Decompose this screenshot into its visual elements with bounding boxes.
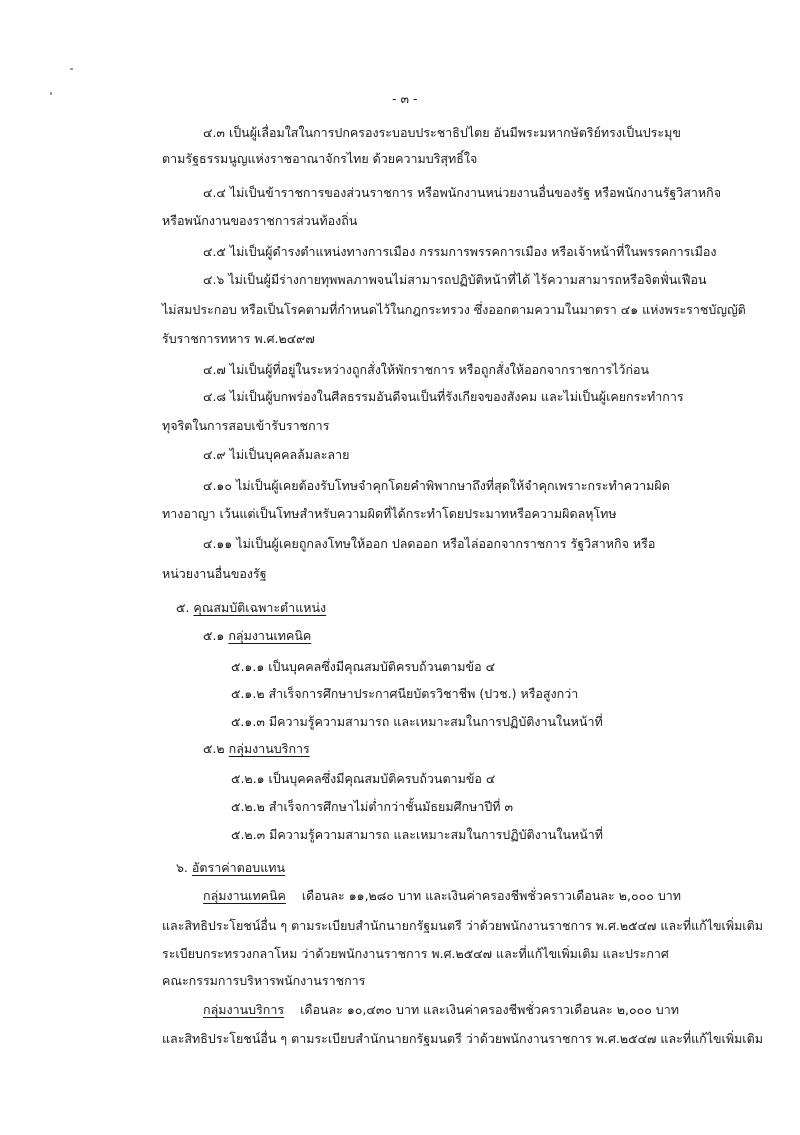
item-4-4-line-1: ๔.๔ ไม่เป็นข้าราชการของส่วนราชการ หรือพนักงานหน่วยงานอื่นของรัฐ หรือพนักงานรัฐวิสาหกิจ	[203, 185, 722, 200]
item-4-9: ๔.๙ ไม่เป็นบุคคลล้มละลาย	[203, 447, 350, 462]
page-number: - ๓ -	[392, 91, 418, 106]
group-5-2-title: กลุ่มงานบริการ	[228, 741, 310, 756]
item-4-3-line-2: ตามรัฐธรรมนูญแห่งราชอาณาจักรไทย ด้วยความบริสุทธิ์ใจ	[162, 151, 478, 166]
group-5-2-number: ๕.๒	[203, 741, 225, 756]
tech-pay-line-4: คณะกรรมการบริหารพนักงานราชการ	[162, 973, 366, 988]
item-4-3-line-1: ๔.๓ เป็นผู้เลื่อมใสในการปกครองระบอบประชาธิปไตย อันมีพระมหากษัตริย์ทรงเป็นประมุข	[203, 125, 681, 140]
item-4-11-line-1: ๔.๑๑ ไม่เป็นผู้เคยถูกลงโทษให้ออก ปลดออก หรือไล่ออกจากราชการ รัฐวิสาหกิจ หรือ	[203, 536, 656, 551]
item-4-5: ๔.๕ ไม่เป็นผู้ดำรงตำแหน่งทางการเมือง กรรมการพรรคการเมือง หรือเจ้าหน้าที่ในพรรคการเมือง	[203, 244, 717, 259]
tech-pay-line-2: และสิทธิประโยชน์อื่น ๆ ตามระเบียบสำนักนายกรัฐมนตรี ว่าด้วยพนักงานราชการ พ.ศ.๒๕๔๗ และที่แก้ไขเพิ่มเติม	[162, 918, 763, 933]
section-6-title: อัตราค่าตอบแทน	[191, 860, 286, 875]
item-4-7: ๔.๗ ไม่เป็นผู้ที่อยู่ในระหว่างถูกสั่งให้พักราชการ หรือถูกสั่งให้ออกจากราชการไว้ก่อน	[203, 362, 650, 377]
item-4-8-line-1: ๔.๘ ไม่เป็นผู้บกพร่องในศีลธรรมอันดีจนเป็นที่รังเกียจของสังคม และไม่เป็นผู้เคยกระทำการ	[203, 389, 684, 404]
scan-speck	[50, 92, 52, 95]
section-5-number: ๕.	[176, 600, 190, 615]
service-pay-text: เดือนละ ๑๐,๔๓๐ บาท และเงินค่าครองชีพชั่วคราวเดือนละ ๒,๐๐๐ บาท	[300, 1002, 679, 1017]
section-6-heading	[176, 859, 285, 877]
item-4-4-line-2: หรือพนักงานของราชการส่วนท้องถิ่น	[162, 213, 358, 228]
item-5-1-1: ๕.๑.๑ เป็นบุคคลซึ่งมีคุณสมบัติครบถ้วนตามข้อ ๔	[231, 659, 496, 674]
section-6-number: ๖.	[176, 860, 188, 875]
service-pay-line-1	[203, 1001, 679, 1019]
service-pay-line-2: และสิทธิประโยชน์อื่น ๆ ตามระเบียบสำนักนายกรัฐมนตรี ว่าด้วยพนักงานราชการ พ.ศ.๒๕๔๗ และที่แก้ไขเพิ่มเติม	[162, 1031, 763, 1046]
item-4-11-line-2: หน่วยงานอื่นของรัฐ	[162, 566, 267, 581]
item-5-1-3: ๕.๑.๓ มีความรู้ความสามารถ และเหมาะสมในการปฏิบัติงานในหน้าที่	[231, 714, 603, 729]
service-group-label: กลุ่มงานบริการ	[203, 1002, 285, 1017]
scan-speck	[70, 68, 73, 70]
group-5-1-title: กลุ่มงานเทคนิค	[228, 628, 312, 643]
item-4-10-line-1: ๔.๑๐ ไม่เป็นผู้เคยต้องรับโทษจำคุกโดยคำพิพากษาถึงที่สุดให้จำคุกเพราะกระทำความผิด	[203, 478, 670, 493]
item-4-8-line-2: ทุจริตในการสอบเข้ารับราชการ	[162, 418, 330, 433]
tech-pay-line-1	[203, 887, 681, 905]
tech-pay-line-3: ระเบียบกระทรวงกลาโหม ว่าด้วยพนักงานราชการ พ.ศ.๒๕๔๗ และที่แก้ไขเพิ่มเติม และประกาศ	[162, 946, 669, 961]
group-5-2-heading	[203, 740, 310, 758]
item-5-1-2: ๕.๑.๒ สำเร็จการศึกษาประกาศนียบัตรวิชาชีพ (ปวช.) หรือสูงกว่า	[231, 686, 579, 701]
item-4-6-line-1: ๔.๖ ไม่เป็นผู้มีร่างกายทุพพลภาพจนไม่สามารถปฏิบัติหน้าที่ได้ ไร้ความสามารถหรือจิตฟั่นเฟือน	[203, 272, 707, 287]
item-5-2-1: ๕.๒.๑ เป็นบุคคลซึ่งมีคุณสมบัติครบถ้วนตามข้อ ๔	[231, 771, 496, 786]
section-5-heading	[176, 599, 326, 617]
item-5-2-2: ๕.๒.๒ สำเร็จการศึกษาไม่ต่ำกว่าชั้นมัธยมศึกษาปีที่ ๓	[231, 799, 514, 814]
item-4-10-line-2: ทางอาญา เว้นแต่เป็นโทษสำหรับความผิดที่ได้กระทำโดยประมาทหรือความผิดลหุโทษ	[162, 506, 617, 521]
item-4-6-line-2: ไม่สมประกอบ หรือเป็นโรคตามที่กำหนดไว้ในกฎกระทรวง ซึ่งออกตามความในมาตรา ๔๑ แห่งพระราชบัญญัติ	[162, 302, 746, 317]
item-4-6-line-3: รับราชการทหาร พ.ศ.๒๔๙๗	[162, 331, 315, 346]
group-5-1-heading	[203, 627, 311, 645]
tech-group-label: กลุ่มงานเทคนิค	[203, 888, 286, 903]
tech-pay-text: เดือนละ ๑๑,๒๘๐ บาท และเงินค่าครองชีพชั่วคราวเดือนละ ๒,๐๐๐ บาท	[301, 888, 682, 903]
item-5-2-3: ๕.๒.๓ มีความรู้ความสามารถ และเหมาะสมในการปฏิบัติงานในหน้าที่	[231, 827, 604, 842]
group-5-1-number: ๕.๑	[203, 628, 225, 643]
section-5-title: คุณสมบัติเฉพาะตำแหน่ง	[193, 600, 327, 615]
